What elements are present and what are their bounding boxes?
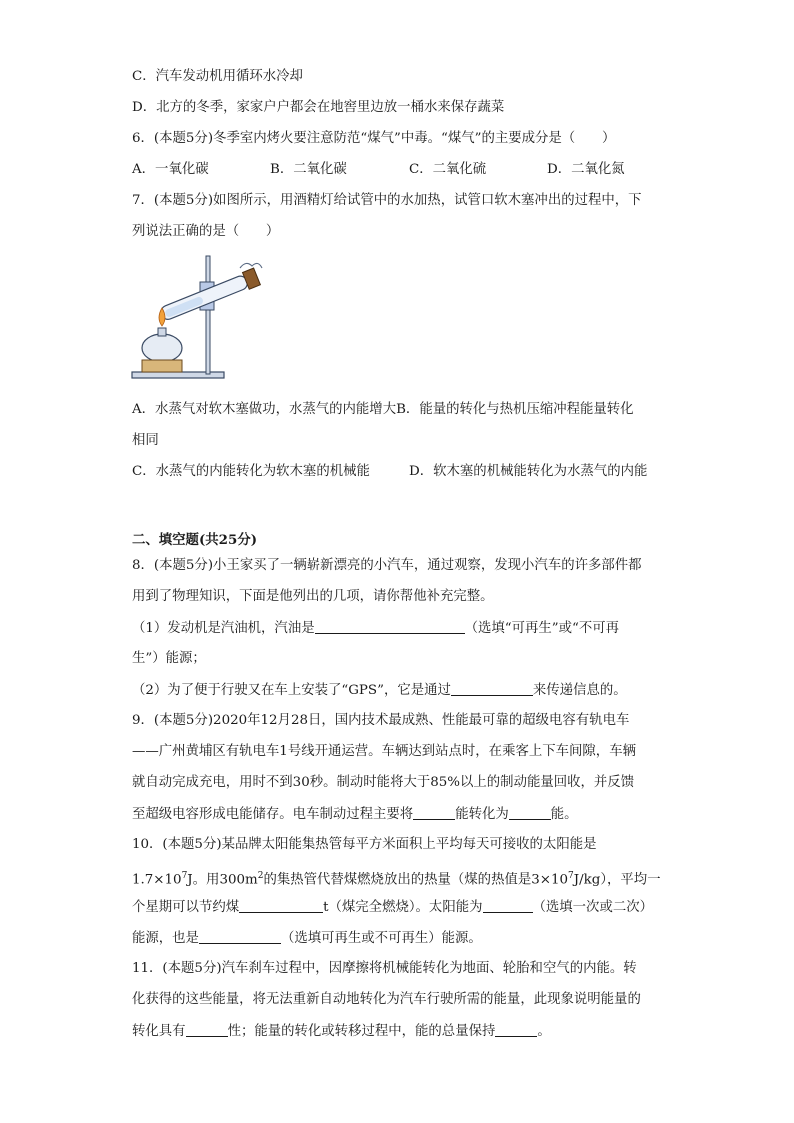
q8-part1-text: （1）发动机是汽油机，汽油是 — [132, 621, 315, 636]
q10-value-a: 1.7×10 — [132, 872, 182, 888]
q8-blank-1[interactable] — [315, 619, 465, 634]
q8-blank-2[interactable] — [451, 681, 533, 696]
q10-exp-1: 7 — [181, 871, 188, 881]
q10-line3-text: 个星期可以节约煤 — [132, 900, 240, 915]
q8-part2-text: （2）为了便于行驶又在车上安装了“GPS”，它是通过 — [132, 683, 451, 698]
q7-option-d: D．软木塞的机械能转化为水蒸气的内能 — [409, 464, 648, 479]
q6-stem: 6．(本题5分)冬季室内烤火要注意防范“煤气”中毒。“煤气”的主要成分是（ ） — [132, 131, 616, 146]
q8-stem-line1: 8．(本题5分)小王家买了一辆崭新漂亮的小汽车，通过观察，发现小汽车的许多部件都 — [132, 558, 642, 573]
q10-blank-3[interactable] — [199, 929, 281, 944]
q6-option-a: A．一氧化碳 — [132, 162, 209, 177]
q11-line3-mid: 性；能量的转化或转移过程中，能的总量保持 — [227, 1024, 496, 1039]
q10-exp-2: 2 — [257, 871, 264, 881]
q10-exp-3: 7 — [568, 871, 574, 881]
q8-part1-cont: 生”）能源； — [132, 651, 206, 666]
q9-line1: 9．(本题5分)2020年12月28日，国内技术最成熟、性能最可靠的超级电容有轨电车 — [132, 713, 630, 728]
q7-option-b: B．能量的转化与热机压缩冲程能量转化 — [396, 402, 634, 417]
q11-line3-text: 转化具有 — [132, 1024, 186, 1039]
q5-option-d: D．北方的冬季，家家户户都会在地窖里边放一桶水来保存蔬菜 — [132, 100, 505, 115]
q10-line3 — [132, 898, 653, 917]
steam-lines — [240, 263, 262, 268]
q6-option-c: C．二氧化硫 — [409, 162, 487, 177]
q9-line3: 就自动完成充电，用时不到30秒。制动时能将大于85%以上的制动能量回收，并反馈 — [132, 775, 635, 790]
q10-line1: 10．(本题5分)某品牌太阳能集热管每平方米面积上平均每天可接收的太阳能是 — [132, 837, 597, 852]
q7-stem-line1: 7．(本题5分)如图所示，用酒精灯给试管中的水加热，试管口软木塞冲出的过程中，下 — [132, 193, 642, 208]
q8-part2 — [132, 681, 627, 700]
q9-blank-1[interactable] — [413, 805, 455, 820]
q6-option-d: D．二氧化氮 — [547, 162, 625, 177]
q10-value-c: 的集热管代替煤燃烧放出的热量（煤的热值是3×10 — [263, 872, 569, 888]
q11-line3 — [132, 1022, 551, 1041]
q7-stem-line2: 列说法正确的是（ ） — [132, 224, 280, 239]
q10-line3-mid: t（煤完全燃烧）。太阳能为 — [323, 900, 483, 915]
q10-line3-hint: （选填一次或二次） — [532, 900, 654, 915]
q10-line2 — [132, 867, 661, 889]
q10-line4-hint: （选填可再生或不可再生）能源。 — [280, 931, 482, 946]
q11-line3-tail: 。 — [537, 1024, 551, 1039]
q7-option-a-b — [132, 401, 634, 419]
q7-option-a: A．水蒸气对软木塞做功，水蒸气的内能增大 — [132, 402, 397, 417]
q11-line2: 化获得的这些能量，将无法重新自动地转化为汽车行驶所需的能量，此现象说明能量的 — [132, 992, 641, 1007]
q11-blank-1[interactable] — [186, 1022, 228, 1037]
q11-blank-2[interactable] — [495, 1022, 537, 1037]
q10-line4-text: 能源，也是 — [132, 931, 199, 946]
q10-value-d: J/kg），平均一 — [573, 872, 661, 888]
q10-blank-1[interactable] — [239, 898, 323, 913]
q8-part1 — [132, 619, 619, 638]
q9-line2: ——广州黄埔区有轨电车1号线开通运营。车辆达到站点时，在乘客上下车间隙，车辆 — [132, 744, 636, 759]
q10-blank-2[interactable] — [483, 898, 533, 913]
q8-part2-tail: 来传递信息的。 — [532, 683, 627, 698]
q11-line1: 11．(本题5分)汽车刹车过程中，因摩擦将机械能转化为地面、轮胎和空气的内能。转 — [132, 961, 637, 976]
alcohol-lamp-test-tube-figure — [128, 252, 268, 388]
q9-line4-tail: 能。 — [550, 807, 578, 822]
section-title-fill-in: 二、填空题(共25分) — [132, 532, 258, 548]
q7-option-b-cont: 相同 — [132, 433, 159, 448]
q10-value-b: J。用300m — [187, 872, 258, 888]
q8-stem-line2: 用到了物理知识，下面是他列出的几项，请你帮他补充完整。 — [132, 589, 494, 604]
stand-rod — [206, 256, 210, 374]
q9-blank-2[interactable] — [509, 805, 551, 820]
q8-part1-hint: （选填“可再生”或“不可再 — [464, 621, 620, 636]
q6-option-b: B．二氧化碳 — [270, 162, 347, 177]
q9-line4-text: 至超级电容形成电能储存。电车制动过程主要将 — [132, 807, 414, 822]
lamp-base — [142, 360, 182, 372]
q5-option-c: C．汽车发动机用循环水冷却 — [132, 69, 303, 84]
q7-option-c: C．水蒸气的内能转化为软木塞的机械能 — [132, 464, 370, 479]
alcohol-lamp — [142, 334, 182, 362]
q9-line4 — [132, 805, 578, 824]
q9-line4-mid: 能转化为 — [455, 807, 509, 822]
q10-line4 — [132, 929, 482, 948]
